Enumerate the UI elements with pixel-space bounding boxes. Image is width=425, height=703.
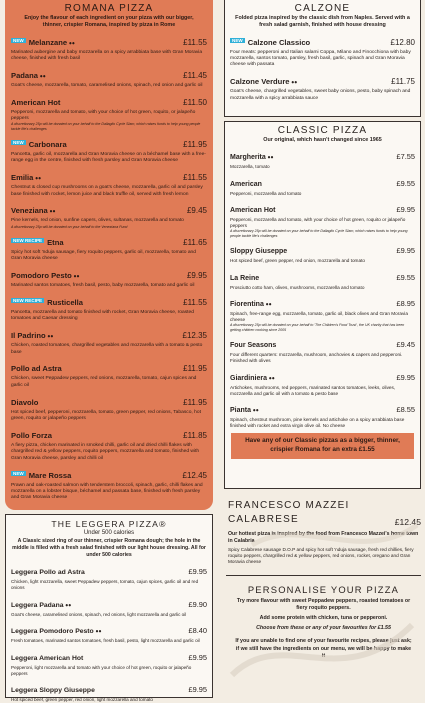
item-price: £11.55 [183,37,207,47]
item-price: £9.95 [396,372,415,382]
item-name: Mare Rossa [28,470,72,480]
item-description: Goat's cheese, chargrilled vegetables, sweet baby onions, pesto, baby spinach and mozzarella with a spicy arrabbiata sauce [230,89,411,101]
item-price: £9.95 [188,685,207,695]
item-price: £11.45 [183,70,207,80]
romana-intro: Enjoy the flavour of each ingredient on your pizza with our bigger, thinner, crispier Romana, inspired by pizza in Rome [24,15,194,29]
menu-item [11,425,207,462]
item-name: Leggera American Hot [11,654,84,662]
personalise-line4-text: If you are unable to find one of your favourite recipes, please just ask; if we still have the ingredients on our menu, we will be happy to make it [235,638,412,659]
menu-item [11,561,207,591]
item-name: Giardiniera [230,374,267,382]
item-name: Calzone Classico [247,37,311,47]
classic-title: CLASSIC PIZZA [277,125,368,136]
menu-item [230,293,415,332]
item-price: £11.95 [183,364,207,374]
item-name: Leggera Sloppy Giuseppe [11,687,95,695]
item-price: £11.55 [183,297,207,307]
item-name: Melanzane [28,37,68,47]
charity-note: A discretionary 25p will be donated on your behalf to 'The Children's Food Trust', the UK charity that has been getting children cooking since 2005 [230,323,405,332]
calzone-section [224,0,421,117]
item-price: £11.95 [183,139,207,149]
item-name: La Reine [230,274,260,282]
vegetarian-icon: ⦁⦁ [265,301,272,308]
item-description: Pepperoni, light mozzarella and tomato with your choice of hot green, roquito or jalapeño peppers [11,664,192,676]
item-price: £9.90 [188,599,207,609]
item-price: £12.35 [182,331,207,341]
item-description: Pancetta, mozzarella and tomato finished with rocket, Gran Moravia cheese, roasted tomatoes and Caesar dressing [11,309,194,322]
menu-item [11,679,207,703]
menu-item [230,399,415,429]
romana-panel [5,0,213,510]
menu-item [230,267,415,291]
item-price: £11.95 [183,397,207,407]
item-price: £8.55 [396,405,415,415]
menu-item [11,134,207,165]
vegetarian-icon: ⦁⦁ [47,334,54,341]
item-price: £9.95 [188,567,207,577]
item-description: Prawn and oak-roasted salmon with tenderstem broccoli, spinach, garlic, chilli flakes and mozzarella on a lobster bisque, béchamel and passata base, finished with fresh parsley and Gran Moravia cheese [11,482,203,501]
new-badge: NEW [13,37,24,43]
item-name: Veneziana [11,206,48,216]
classic-section [224,121,421,489]
new-badge: NEW RECIPE [13,298,43,304]
calzone-title: CALZONE [294,3,351,14]
menu-item [11,325,207,356]
menu-item [11,292,207,323]
calzone-intro: Folded pizza inspired by the classic dish from Naples. Served with a fresh salad garnish, finished with house dressing [235,15,410,29]
new-badge: NEW [13,140,24,146]
menu-item [230,199,415,238]
calabrese-desc: Spicy Calabrese sausage D.O.P and spicy hot soft 'nduja sausage, fresh red chillies, fiery roquito peppers, chargrilled red & yellow peppers, red onions, rocket, oregano and Gran Moravia cheese [228,546,414,564]
item-name: Sloppy Giuseppe [230,248,288,256]
item-name: Emilia [11,173,34,183]
item-price: £11.50 [183,97,207,107]
charity-note: A discretionary 25p will be donated on your behalf to the Dallaglio Cycle Slam, which raises funds to help young people tackle life's challenges [230,229,408,238]
new-badge: NEW [13,470,24,476]
item-price: £9.55 [396,272,415,282]
item-name: Padana [11,70,39,80]
personalise-section [226,575,421,660]
menu-item [11,465,207,502]
leggera-subtitle: Under 500 calories [83,530,135,536]
menu-item [230,146,415,170]
item-description: Hot spiced beef, green pepper, red onion, mozzarella and tomato [230,258,365,264]
item-name: Pianta [230,407,252,415]
item-description: Marinated aubergine and baby mozzarella on a spicy arrabbiata base with Gran Moravia cheese, finished with fresh basil [11,49,203,61]
menu-item [11,594,207,618]
item-description: A fiery pizza, chicken marinated in smoked chilli, garlic oil and dried chilli flakes with chargrilled red & yellow peppers, roquito peppers, mozzarella and tomato, finished with Gran Moravia cheese, parsley and chilli oil [11,442,200,461]
item-price: £9.95 [396,204,415,214]
leggera-title: THE LEGGERA PIZZA® [51,519,167,529]
item-description: Pepperoni, mozzarella and tomato, with your choice of hot green, roquito, or jalapeño peppers [11,109,196,122]
calabrese-title-line2: CALABRESE [228,514,299,525]
vegetarian-icon: ⦁⦁ [49,209,56,216]
item-description: Goat's cheese, mozzarella, tomato, caramelised onions, spinach, red onion and garlic oil [11,82,203,88]
item-name: Four Seasons [230,342,277,350]
item-description: Pine kernels, red onion, sunfine capers, olives, sultanas, mozzarella and tomato [11,218,184,224]
classic-list [230,146,415,429]
menu-item [230,173,415,197]
item-price: £12.45 [182,470,207,480]
item-description: Chicken, sweet Peppadew peppers, red onions, mozzarella, tomato, cajun spices and garlic oil [11,376,197,388]
menu-item [230,71,415,102]
new-badge: NEW [232,37,243,43]
personalise-line2-text: Add some protein with chicken, tuna or pepperoni. [259,615,388,622]
charity-note: A discretionary 25p will be donated on your behalf to the Veneziana Fund [11,224,128,229]
item-name: Pollo Forza [11,430,52,440]
calabrese-price: £12.45 [394,517,421,527]
calabrese-section [228,499,421,565]
item-description: Goat's cheese, caramelised onions, spinach, red onions, light mozzarella and garlic oil [11,611,187,617]
item-price: £9.55 [396,178,415,188]
personalise-title: PERSONALISE YOUR PIZZA [247,583,400,595]
item-price: £11.75 [391,77,415,87]
vegetarian-icon: ⦁⦁ [291,80,298,87]
menu-item [11,265,207,289]
romana-list [11,32,207,502]
menu-item [11,620,207,644]
item-price: £8.40 [188,626,207,636]
item-description: Hot spiced beef, pepperoni, mozzarella, tomato, green pepper, red onions, Tabasco, hot green, roquito or jalapeño peppers [11,409,201,422]
item-description: Chicken, light mozzarella, sweet Peppadew peppers, tomato, cajun spices, garlic oil and red onions [11,579,199,591]
menu-item [230,334,415,364]
item-description: Fresh tomatoes, marinated santos tomatoes, fresh basil, pesto, light mozzarella and garlic oil [11,638,200,644]
menu-item [11,232,207,263]
item-price: £11.65 [183,237,207,247]
leggera-section [5,514,213,703]
personalise-line4 [234,638,413,659]
item-description: Four different quarters: mozzarella, mushroom, anchovies & capers and pepperoni. Finished with olives [230,352,403,364]
item-name: Etna [47,237,64,247]
leggera-list [11,561,207,703]
classic-intro: Our original, which hasn't changed since 1965 [263,137,382,143]
item-description: Marinated santos tomatoes, fresh basil, pesto, baby mozzarella, tomato and garlic oil [11,283,195,289]
item-name: Leggera Padana [11,601,64,609]
item-price: £9.95 [186,271,207,281]
item-description: Spinach, free-range egg, mozzarella, tomato, garlic oil, black olives and Gran Moravia cheese [230,310,408,322]
menu-item [11,92,207,132]
item-name: American [230,180,262,188]
vegetarian-icon: ⦁⦁ [65,602,72,609]
personalise-line1-text: Try more flavour with sweet Peppadew peppers, roasted tomatoes or fiery roquito peppers. [236,597,411,611]
personalise-line3 [234,625,413,632]
item-description: Chicken, roasted tomatoes, chargrilled vegetables and mozzarella with a tomato & pesto base [11,343,203,355]
menu-item [11,32,207,63]
romana-upgrade-banner: Have any of our Classic pizzas as a bigger, thinner, crispier Romana for an extra £1.55 [231,433,414,458]
vegetarian-icon: ⦁⦁ [35,176,42,183]
item-name: Rusticella [47,297,83,307]
item-name: Leggera Pollo ad Astra [11,569,85,577]
item-description: Spinach, chestnut mushroom, pine kernels and artichoke on a spicy arrabbiata base finished with rocket and extra virgin olive oil. No cheese [230,417,405,429]
item-price: £11.55 [183,173,207,183]
menu-item [11,167,207,198]
menu-item [11,647,207,677]
item-description: Four meats: pepperoni and Italian salami Coppa, Milano and Finocchiona with baby mozzarella, santos tomato, parsley, fresh basil, garlic, spinach and Gran Moravia cheese with passata [230,49,411,68]
item-description: Mozzarella, tomato [230,164,270,170]
menu-item [230,32,415,69]
item-description: Chestnut & closed cup mushrooms on a goat's cheese, mozzarella, garlic oil and parsley base finished with rocket, lemon juice and black truffle oil, served with fresh lemon [11,185,203,197]
item-price: £9.45 [186,206,207,216]
leggera-intro: A Classic sized ring of our thinner, crispier Romana dough; the hole in the middle is filled with a fresh salad finished with our light house dressing. All for under 500 calories [12,538,206,558]
calabrese-title-line1: FRANCESCO MAZZEI [228,500,350,511]
romana-title: ROMANA PIZZA [64,3,154,14]
vegetarian-icon: ⦁⦁ [253,408,260,415]
item-price: £8.95 [396,298,415,308]
menu-item [230,367,415,397]
menu-item [11,358,207,389]
item-name: Margherita [230,154,266,162]
item-price: £9.45 [396,340,415,350]
vegetarian-icon: ⦁⦁ [73,274,80,281]
new-badge: NEW RECIPE [13,238,43,244]
item-description: Prosciutto cotto ham, olives, mushrooms, mozzarella and tomato [230,284,365,290]
item-price: £9.95 [188,652,207,662]
item-name: Pollo ad Astra [11,364,62,374]
menu-item [230,240,415,264]
vegetarian-icon: ⦁⦁ [40,73,47,80]
personalise-line1 [234,598,413,612]
menu-item [11,392,207,423]
item-description: Pancetta, garlic oil, mozzarella and Gran Moravia cheese on a béchamel base with a free-range egg in the centre, finished with fresh parsley and Gran Moravia cheese [11,151,206,164]
menu-item [11,200,207,229]
item-description: Pepperoni, mozzarella and tomato [230,190,302,196]
item-name: Leggera Pomodoro Pesto [11,628,94,636]
item-name: Pomodoro Pesto [11,271,72,281]
item-name: Carbonara [28,139,67,149]
item-name: American Hot [11,97,61,107]
item-price: £7.55 [396,152,415,162]
vegetarian-icon: ⦁⦁ [268,375,275,382]
personalise-line3-text: Choose from these or any of your favourites for £1.55 [256,625,391,632]
right-column [222,0,425,660]
item-description: Hot spiced beef, green pepper, red onion, light mozzarella and tomato [11,697,153,703]
item-price: £12.80 [390,37,415,47]
vegetarian-icon: ⦁⦁ [69,40,76,47]
item-name: Diavolo [11,397,39,407]
item-description: Pepperoni, mozzarella and tomato, with your choice of hot green, roquito or jalapeño peppers [230,216,406,228]
item-name: American Hot [230,206,276,214]
vegetarian-icon: ⦁⦁ [95,629,102,636]
item-name: Il Padrino [11,331,46,341]
charity-note: A discretionary 25p will be donated on your behalf to the Dallaglio Cycle Slam, which raises funds to help young people tackle life's challenges [11,122,201,131]
item-price: £9.95 [396,246,415,256]
item-price: £11.85 [183,430,207,440]
item-description: Artichokes, mushrooms, red peppers, marinated santos tomatoes, leeks, olives, mozzarella and garlic oil with a tomato & pesto base [230,384,396,396]
item-description: Spicy hot soft 'nduja sausage, fiery roquito peppers, garlic oil, mozzarella, tomato and Gran Moravia cheese [11,249,196,262]
calzone-list [230,32,415,102]
personalise-line2 [234,615,413,622]
item-name: Fiorentina [230,300,264,308]
menu-item [11,65,207,89]
vegetarian-icon: ⦁⦁ [267,155,274,162]
calabrese-intro: Our hottest pizza is inspired by the food from Francesco Mazzei's home town in Calabria [228,531,419,544]
item-name: Calzone Verdure [230,77,290,87]
